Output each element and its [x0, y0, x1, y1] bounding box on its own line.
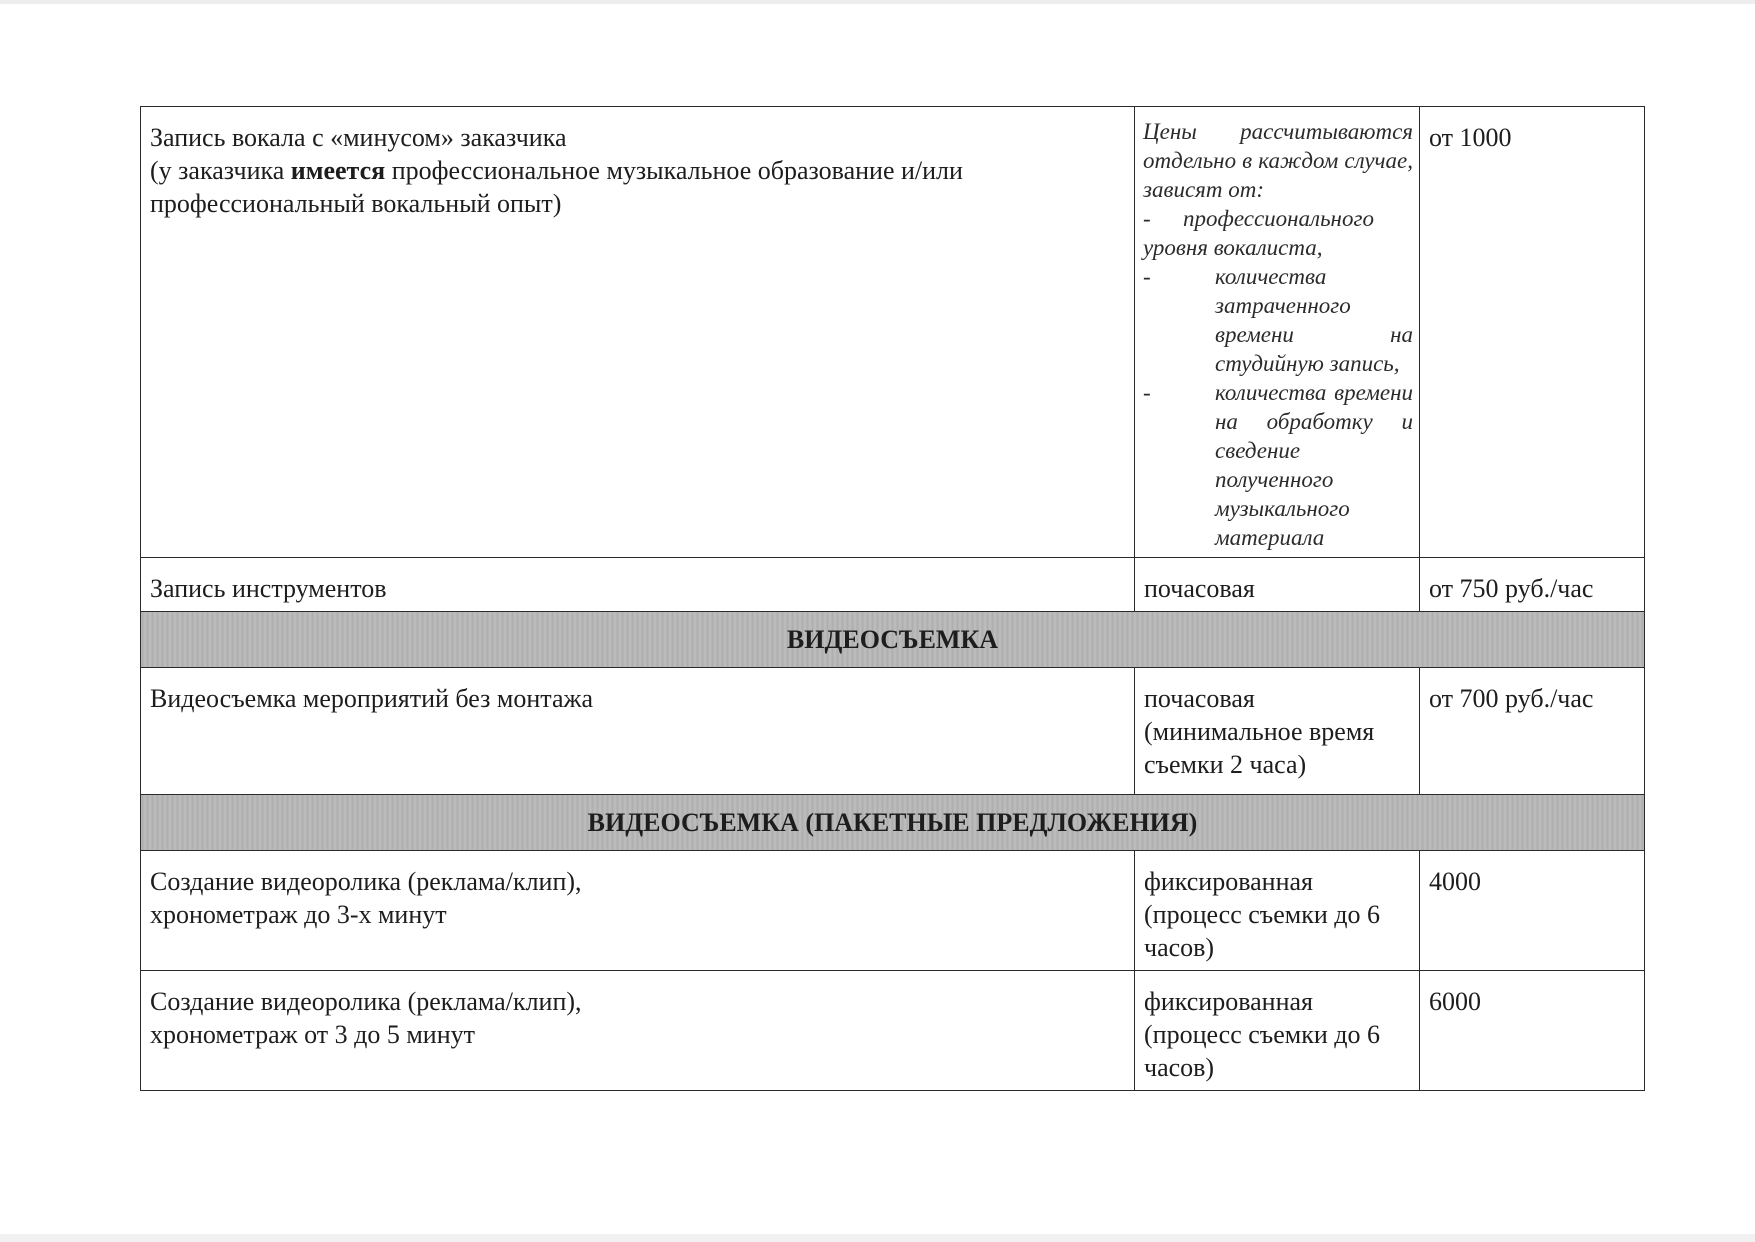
- table-row: [141, 851, 1645, 971]
- dash-bullet: -: [1143, 264, 1151, 289]
- table-row: [141, 668, 1645, 795]
- service-cell: [141, 107, 1135, 558]
- pricing-factor: [1143, 262, 1413, 378]
- table-row: [141, 558, 1645, 612]
- section-header: ВИДЕОСЪЕМКА (ПАКЕТНЫЕ ПРЕДЛОЖЕНИЯ): [141, 795, 1645, 851]
- pricing-cell: фиксированная (процесс съемки до 6 часов): [1135, 971, 1420, 1091]
- pricing-cell: [1135, 107, 1420, 558]
- pricing-factor: [1143, 378, 1413, 552]
- table-row: [141, 107, 1645, 558]
- pricing-intro: Цены рассчитываются отдельно в каждом случае, зависят от:: [1143, 119, 1413, 202]
- service-cell: Запись инструментов: [141, 558, 1135, 612]
- service-title: Запись вокала с «минусом» заказчика: [150, 123, 567, 152]
- pricing-cell: почасовая (минимальное время съемки 2 часа): [1135, 668, 1420, 795]
- service-note-text: профессиональное музыкальное образование и/или профессиональный вокальный опыт): [150, 156, 963, 218]
- section-header-row: [141, 612, 1645, 668]
- scan-edge-top: [0, 0, 1755, 4]
- service-note-text: (у заказчика: [150, 156, 291, 185]
- price-cell: 6000: [1420, 971, 1645, 1091]
- service-cell: Видеосъемка мероприятий без монтажа: [141, 668, 1135, 795]
- section-header: ВИДЕОСЪЕМКА: [141, 612, 1645, 668]
- pricing-factor: [1143, 204, 1413, 262]
- dash-bullet: -: [1143, 380, 1151, 405]
- dash-bullet: -: [1143, 206, 1151, 231]
- pricing-factor-text: количества времени на обработку и сведение полученного музыкального материала: [1215, 380, 1413, 550]
- service-note-emphasis: имеется: [290, 156, 386, 185]
- service-duration: хронометраж до 3-х минут: [150, 900, 447, 929]
- service-cell: [141, 971, 1135, 1091]
- pricing-factor-text: профессионального уровня вокалиста,: [1143, 206, 1374, 260]
- service-title: Создание видеоролика (реклама/клип),: [150, 987, 582, 1016]
- section-header-row: [141, 795, 1645, 851]
- pricing-cell: почасовая: [1135, 558, 1420, 612]
- price-cell: от 750 руб./час: [1420, 558, 1645, 612]
- service-cell: [141, 851, 1135, 971]
- scan-edge-bottom: [0, 1234, 1755, 1242]
- price-cell: от 700 руб./час: [1420, 668, 1645, 795]
- service-title: Создание видеоролика (реклама/клип),: [150, 867, 582, 896]
- table-row: [141, 971, 1645, 1091]
- service-duration: хронометраж от 3 до 5 минут: [150, 1020, 475, 1049]
- pricing-factor-text: количества затраченного времени на студийную запись,: [1215, 264, 1413, 376]
- service-note: [150, 154, 1126, 220]
- price-cell: от 1000: [1420, 107, 1645, 558]
- pricing-cell: фиксированная (процесс съемки до 6 часов): [1135, 851, 1420, 971]
- price-cell: 4000: [1420, 851, 1645, 971]
- price-list-table: [140, 106, 1645, 1091]
